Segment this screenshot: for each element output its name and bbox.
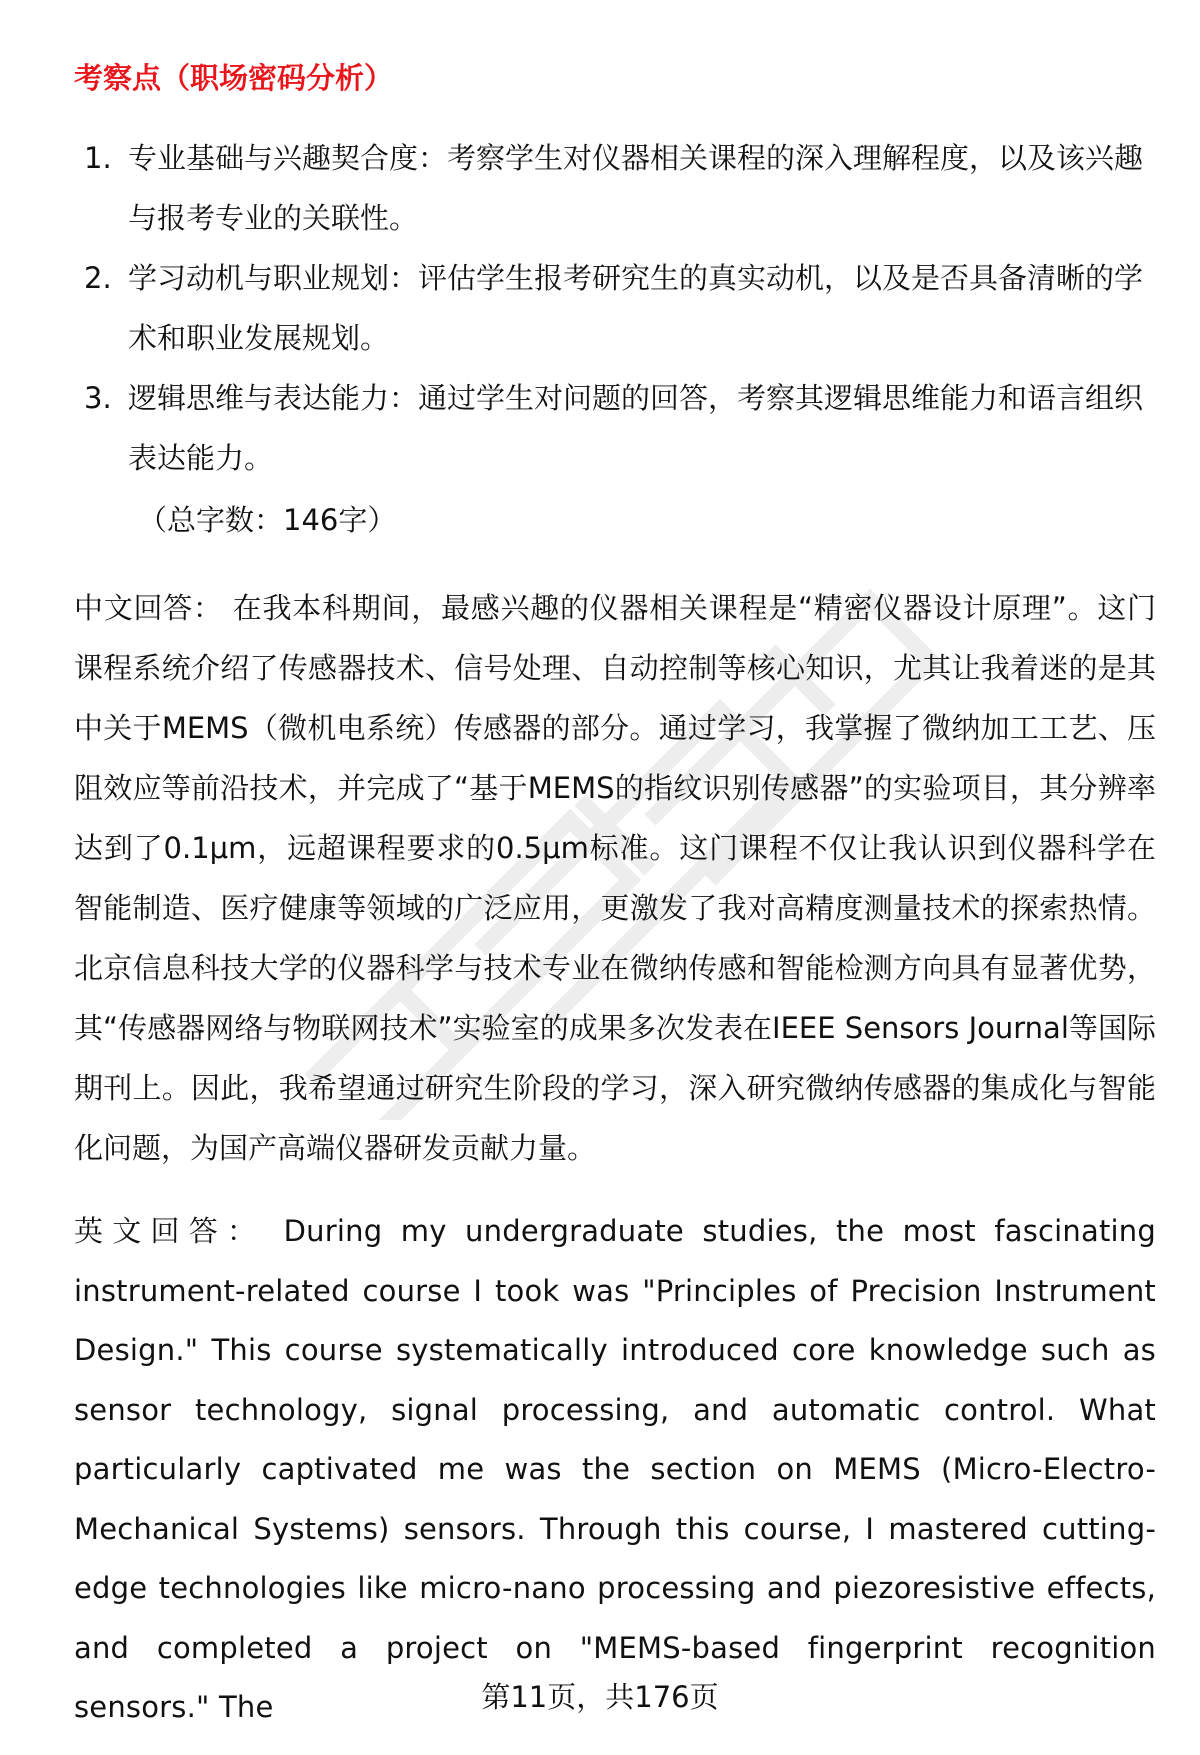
list-item bbox=[74, 368, 1154, 488]
list-item bbox=[74, 128, 1154, 248]
list-item-number: 1. bbox=[84, 141, 112, 175]
list-item bbox=[74, 248, 1154, 368]
list-item-text: 专业基础与兴趣契合度：考察学生对仪器相关课程的深入理解程度，以及该兴趣与报考专业的关联性。 bbox=[128, 141, 1144, 235]
list-item-text: 逻辑思维与表达能力：通过学生对问题的回答，考察其逻辑思维能力和语言组织表达能力。 bbox=[128, 381, 1144, 475]
list-item-number: 3. bbox=[84, 381, 112, 415]
section-heading: 考察点（职场密码分析） bbox=[74, 61, 394, 95]
assessment-points-list bbox=[74, 128, 1154, 488]
chinese-answer-label: 中文回答： bbox=[74, 591, 223, 625]
english-answer-label: 英文回答： bbox=[74, 1214, 266, 1248]
english-answer-paragraph bbox=[74, 1202, 1156, 1738]
page-number-footer: 第11页，共176页 bbox=[481, 1680, 719, 1714]
list-item-number: 2. bbox=[84, 261, 112, 295]
english-answer-text: During my undergraduate studies, the most fascinating instrument-related course I took was "Principles of Precision Instrument Design." This course systematically introduced core knowledge such as sensor technology, signal processing, and automatic control. What particularly captivated me was the section on MEMS (Micro-Electro-Mechanical Systems) sensors. Through this course, I mastered cutting-edge technologies like micro-nano processing and piezoresistive effects, and completed a project on "MEMS-based fingerprint recognition sensors." The bbox=[74, 1214, 1156, 1724]
list-item-text: 学习动机与职业规划：评估学生报考研究生的真实动机，以及是否具备清晰的学术和职业发展规划。 bbox=[128, 261, 1144, 355]
total-word-count: （总字数：146字） bbox=[138, 503, 397, 537]
chinese-answer-text: 在我本科期间，最感兴趣的仪器相关课程是“精密仪器设计原理”。这门课程系统介绍了传感器技术、信号处理、自动控制等核心知识，尤其让我着迷的是其中关于MEMS（微机电系统）传感器的部分。通过学习，我掌握了微纳加工工艺、压阻效应等前沿技术，并完成了“基于MEMS的指纹识别传感器”的实验项目，其分辨率达到了0.1μm，远超课程要求的0.5μm标准。这门课程不仅让我认识到仪器科学在智能制造、医疗健康等领域的广泛应用，更激发了我对高精度测量技术的探索热情。北京信息科技大学的仪器科学与技术专业在微纳传感和智能检测方向具有显著优势，其“传感器网络与物联网技术”实验室的成果多次发表在IEEE Sensors Journal等国际期刊上。因此，我希望通过研究生阶段的学习，深入研究微纳传感器的集成化与智能化问题，为国产高端仪器研发贡献力量。 bbox=[74, 591, 1156, 1165]
chinese-answer-paragraph bbox=[74, 578, 1156, 1178]
